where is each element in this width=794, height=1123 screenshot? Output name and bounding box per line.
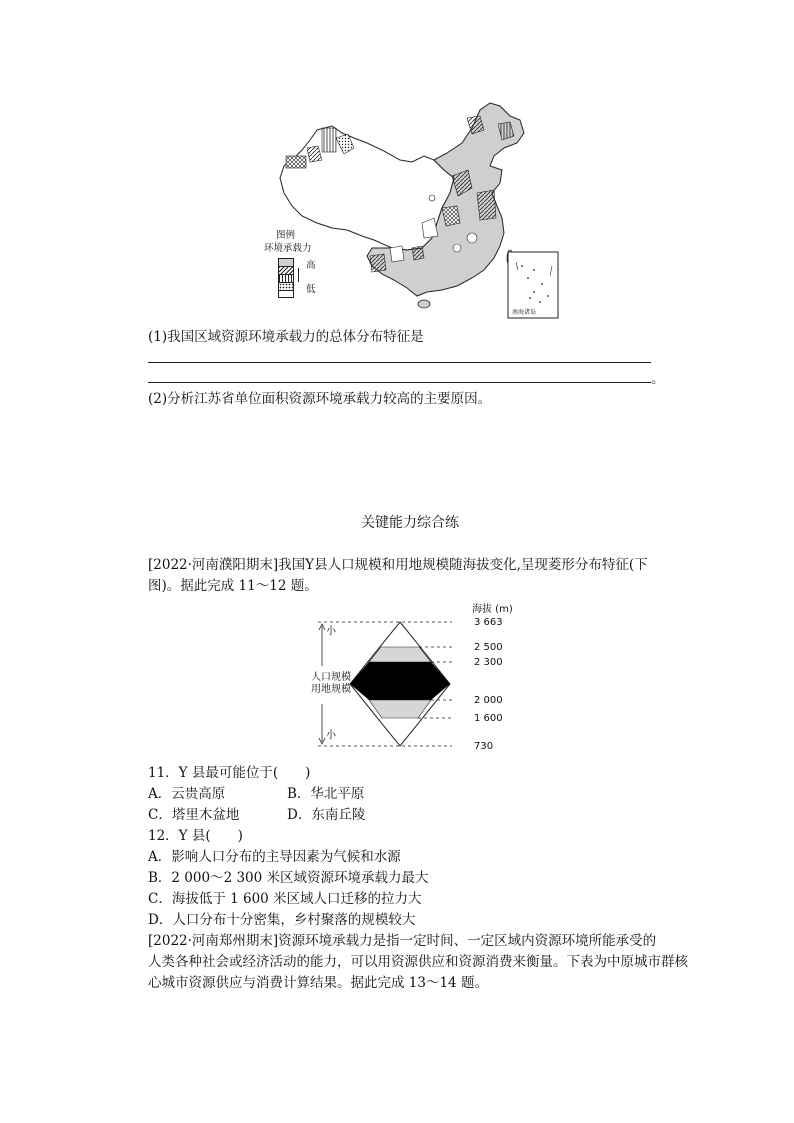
answer-line-end: 。 bbox=[651, 371, 665, 387]
patch-lake-2 bbox=[453, 244, 461, 252]
question-11-option-c: C．塔里木盆地 bbox=[148, 807, 240, 823]
intro-2-line-3: 心城市资源供应与消费计算结果。据此完成 13～14 题。 bbox=[148, 975, 488, 991]
intro-1-line-1: [2022·河南濮阳期末]我国Y县人口规模和用地规模随海拔变化,呈现菱形分布特征(下 bbox=[148, 557, 648, 573]
small-top-label: 小 bbox=[326, 626, 336, 637]
elevation-2500: 2 500 bbox=[474, 642, 503, 653]
question-11-option-a: A．云贵高原 bbox=[148, 786, 226, 802]
legend-high: 高 bbox=[306, 260, 316, 271]
patch-jiangsu bbox=[477, 190, 496, 220]
question-12-stem: 12．Y 县( ) bbox=[148, 828, 243, 844]
question-11-stem: 11．Y 县最可能位于( ) bbox=[148, 765, 311, 781]
legend-swatch-3 bbox=[279, 275, 293, 283]
intro-1-line-2: 图)。据此完成 11～12 题。 bbox=[148, 578, 318, 594]
legend-swatch-2 bbox=[279, 267, 293, 275]
population-scale-label: 人口规模 bbox=[311, 672, 351, 683]
patch-xinjiang-north bbox=[322, 128, 336, 152]
legend-swatch-1 bbox=[279, 259, 293, 267]
elevation-2000: 2 000 bbox=[474, 695, 503, 706]
land-scale-label: 用地规模 bbox=[311, 684, 351, 695]
patch-yunnan bbox=[370, 254, 386, 272]
legend-swatch-5 bbox=[279, 291, 293, 297]
china-map-figure bbox=[264, 98, 562, 320]
patch-lake-1 bbox=[467, 233, 477, 243]
axis-label: 海拔 (m) bbox=[472, 604, 513, 615]
question-11-option-b: B．华北平原 bbox=[287, 786, 365, 802]
question-12-option-b: B．2 000～2 300 米区域资源环境承载力最大 bbox=[148, 870, 429, 886]
elevation-730: 730 bbox=[474, 741, 494, 752]
band-2300-2000 bbox=[350, 662, 450, 700]
patch-south bbox=[412, 246, 424, 260]
question-12-option-a: A．影响人口分布的主导因素为气候和水源 bbox=[148, 849, 401, 865]
patch-xinjiang-west bbox=[286, 156, 306, 168]
elevation-2300: 2 300 bbox=[474, 657, 503, 668]
intro-2-line-1: [2022·河南郑州期末]资源环境承载力是指一定时间、一定区域内资源环境所能承受的 bbox=[148, 933, 657, 949]
question-2: (2)分析江苏省单位面积资源环境承载力较高的主要原因。 bbox=[148, 391, 492, 407]
section-title: 关键能力综合练 bbox=[361, 515, 459, 531]
legend-swatch-4 bbox=[279, 283, 293, 291]
legend-low: 低 bbox=[306, 284, 316, 295]
hainan-shape bbox=[418, 300, 430, 308]
question-12-option-c: C．海拔低于 1 600 米区域人口迁移的拉力大 bbox=[148, 891, 422, 907]
question-11-option-d: D．东南丘陵 bbox=[287, 807, 366, 823]
elevation-1600: 1 600 bbox=[474, 713, 503, 724]
patch-lake-3 bbox=[429, 195, 435, 201]
elevation-3663: 3 663 bbox=[474, 617, 503, 628]
patch-southwest-white bbox=[390, 246, 404, 262]
elevation-diagram bbox=[300, 600, 520, 752]
inset-label: 南海诸岛 bbox=[512, 309, 537, 316]
question-12-option-d: D．人口分布十分密集，乡村聚落的规模较大 bbox=[148, 912, 416, 928]
legend-arrow bbox=[298, 268, 299, 282]
legend-subtitle: 环境承载力 bbox=[264, 243, 312, 254]
legend-title: 图例 bbox=[276, 230, 296, 241]
small-bottom-label: 小 bbox=[326, 730, 336, 741]
intro-2-line-2: 人类各种社会或经济活动的能力，可以用资源供应和资源消费来衡量。下表为中原城市群核 bbox=[148, 954, 688, 970]
answer-line-2 bbox=[148, 382, 651, 383]
answer-line-1 bbox=[148, 362, 651, 363]
question-1: (1)我国区域资源环境承载力的总体分布特征是 bbox=[148, 329, 424, 345]
legend-scale bbox=[278, 258, 294, 298]
